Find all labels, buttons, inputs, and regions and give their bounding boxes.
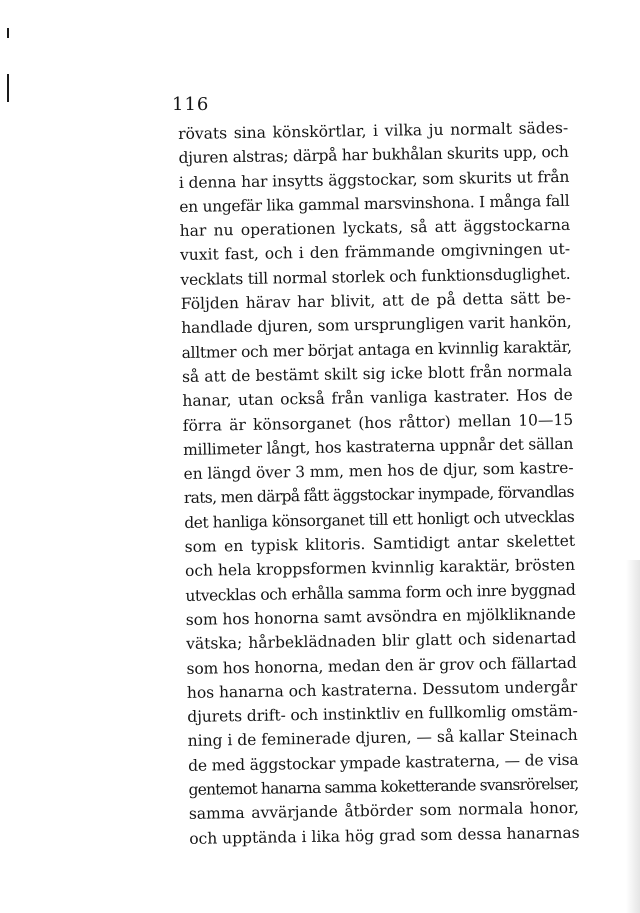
text-line: som hos honorna samt avsöndra en mjölkliknande <box>185 604 576 629</box>
text-line: hos hanarna och kastraterna. Dessutom undergår <box>186 677 578 702</box>
text-line: ning i de feminerade djuren, — så kallar Steinach <box>187 726 578 751</box>
text-line: millimeter långt, hos kastraterna uppnår det sällan <box>183 434 574 459</box>
text-line: som en typisk klitoris. Samtidigt antar skelettet <box>184 531 576 556</box>
text-line: djuren alstras; därpå har bukhålan skurits upp, och <box>178 143 569 168</box>
text-line: utvecklas och erhålla samma form och inre byggnad <box>185 580 576 605</box>
text-line: vuxit fast, och i den främmande omgivningen ut- <box>179 240 571 265</box>
text-line: alltmer och mer börjat antaga en kvinnlig karaktär, <box>181 337 572 362</box>
text-line: rövats sina könskörtlar, i vilka ju normalt sädes- <box>178 118 569 143</box>
text-line: så att de bestämt skilt sig icke blott från normala <box>181 361 573 386</box>
text-line: handlade djuren, som ursprungligen varit hankön, <box>181 313 572 338</box>
scan-edge-mark <box>7 28 9 38</box>
text-line: vätska; hårbeklädnaden blir glatt och sidenartad <box>186 629 577 654</box>
page-number: 116 <box>172 94 210 115</box>
text-line: som hos honorna, medan den är grov och fällartad <box>186 653 577 678</box>
text-line: gentemot hanarna samma koketterande svansrörelser, <box>188 774 579 799</box>
text-line: djurets drift- och instinktliv en fullkomlig omstäm- <box>187 701 578 727</box>
text-line: samma avvärjande åtbörder som normala honor, <box>188 799 579 824</box>
scan-edge-mark <box>7 74 9 102</box>
body-text <box>178 116 579 851</box>
text-line: och upptända i lika hög grad som dessa hanarnas <box>189 823 580 848</box>
text-line: förra är könsorganet (hos råttor) mellan 10—15 <box>182 410 574 435</box>
text-line: en ungefär lika gammal marsvinshona. I många fall <box>179 191 570 216</box>
text-line: det hanliga könsorganet till ett honligt och utvecklas <box>184 507 575 532</box>
text-line: hanar, utan också från vanliga kastrater. Hos de <box>182 386 573 411</box>
text-line: rats, men därpå fått äggstockar inympade, förvandlas <box>183 483 575 508</box>
text-line: en längd över 3 mm, men hos de djur, som kastre- <box>183 458 574 484</box>
text-line: Följden härav har blivit, att de på detta sätt be- <box>180 288 572 314</box>
text-line: vecklats till normal storlek och funktionsduglighet. <box>180 264 571 289</box>
page-edge-shadow <box>626 560 640 913</box>
text-line: har nu operationen lyckats, så att äggstockarna <box>179 216 571 241</box>
text-line: och hela kroppsformen kvinnlig karaktär, brösten <box>184 556 576 581</box>
text-line: i denna har insytts äggstockar, som skurits ut från <box>178 167 570 192</box>
text-line: de med äggstockar ympade kastraterna, — de visa <box>187 750 579 775</box>
